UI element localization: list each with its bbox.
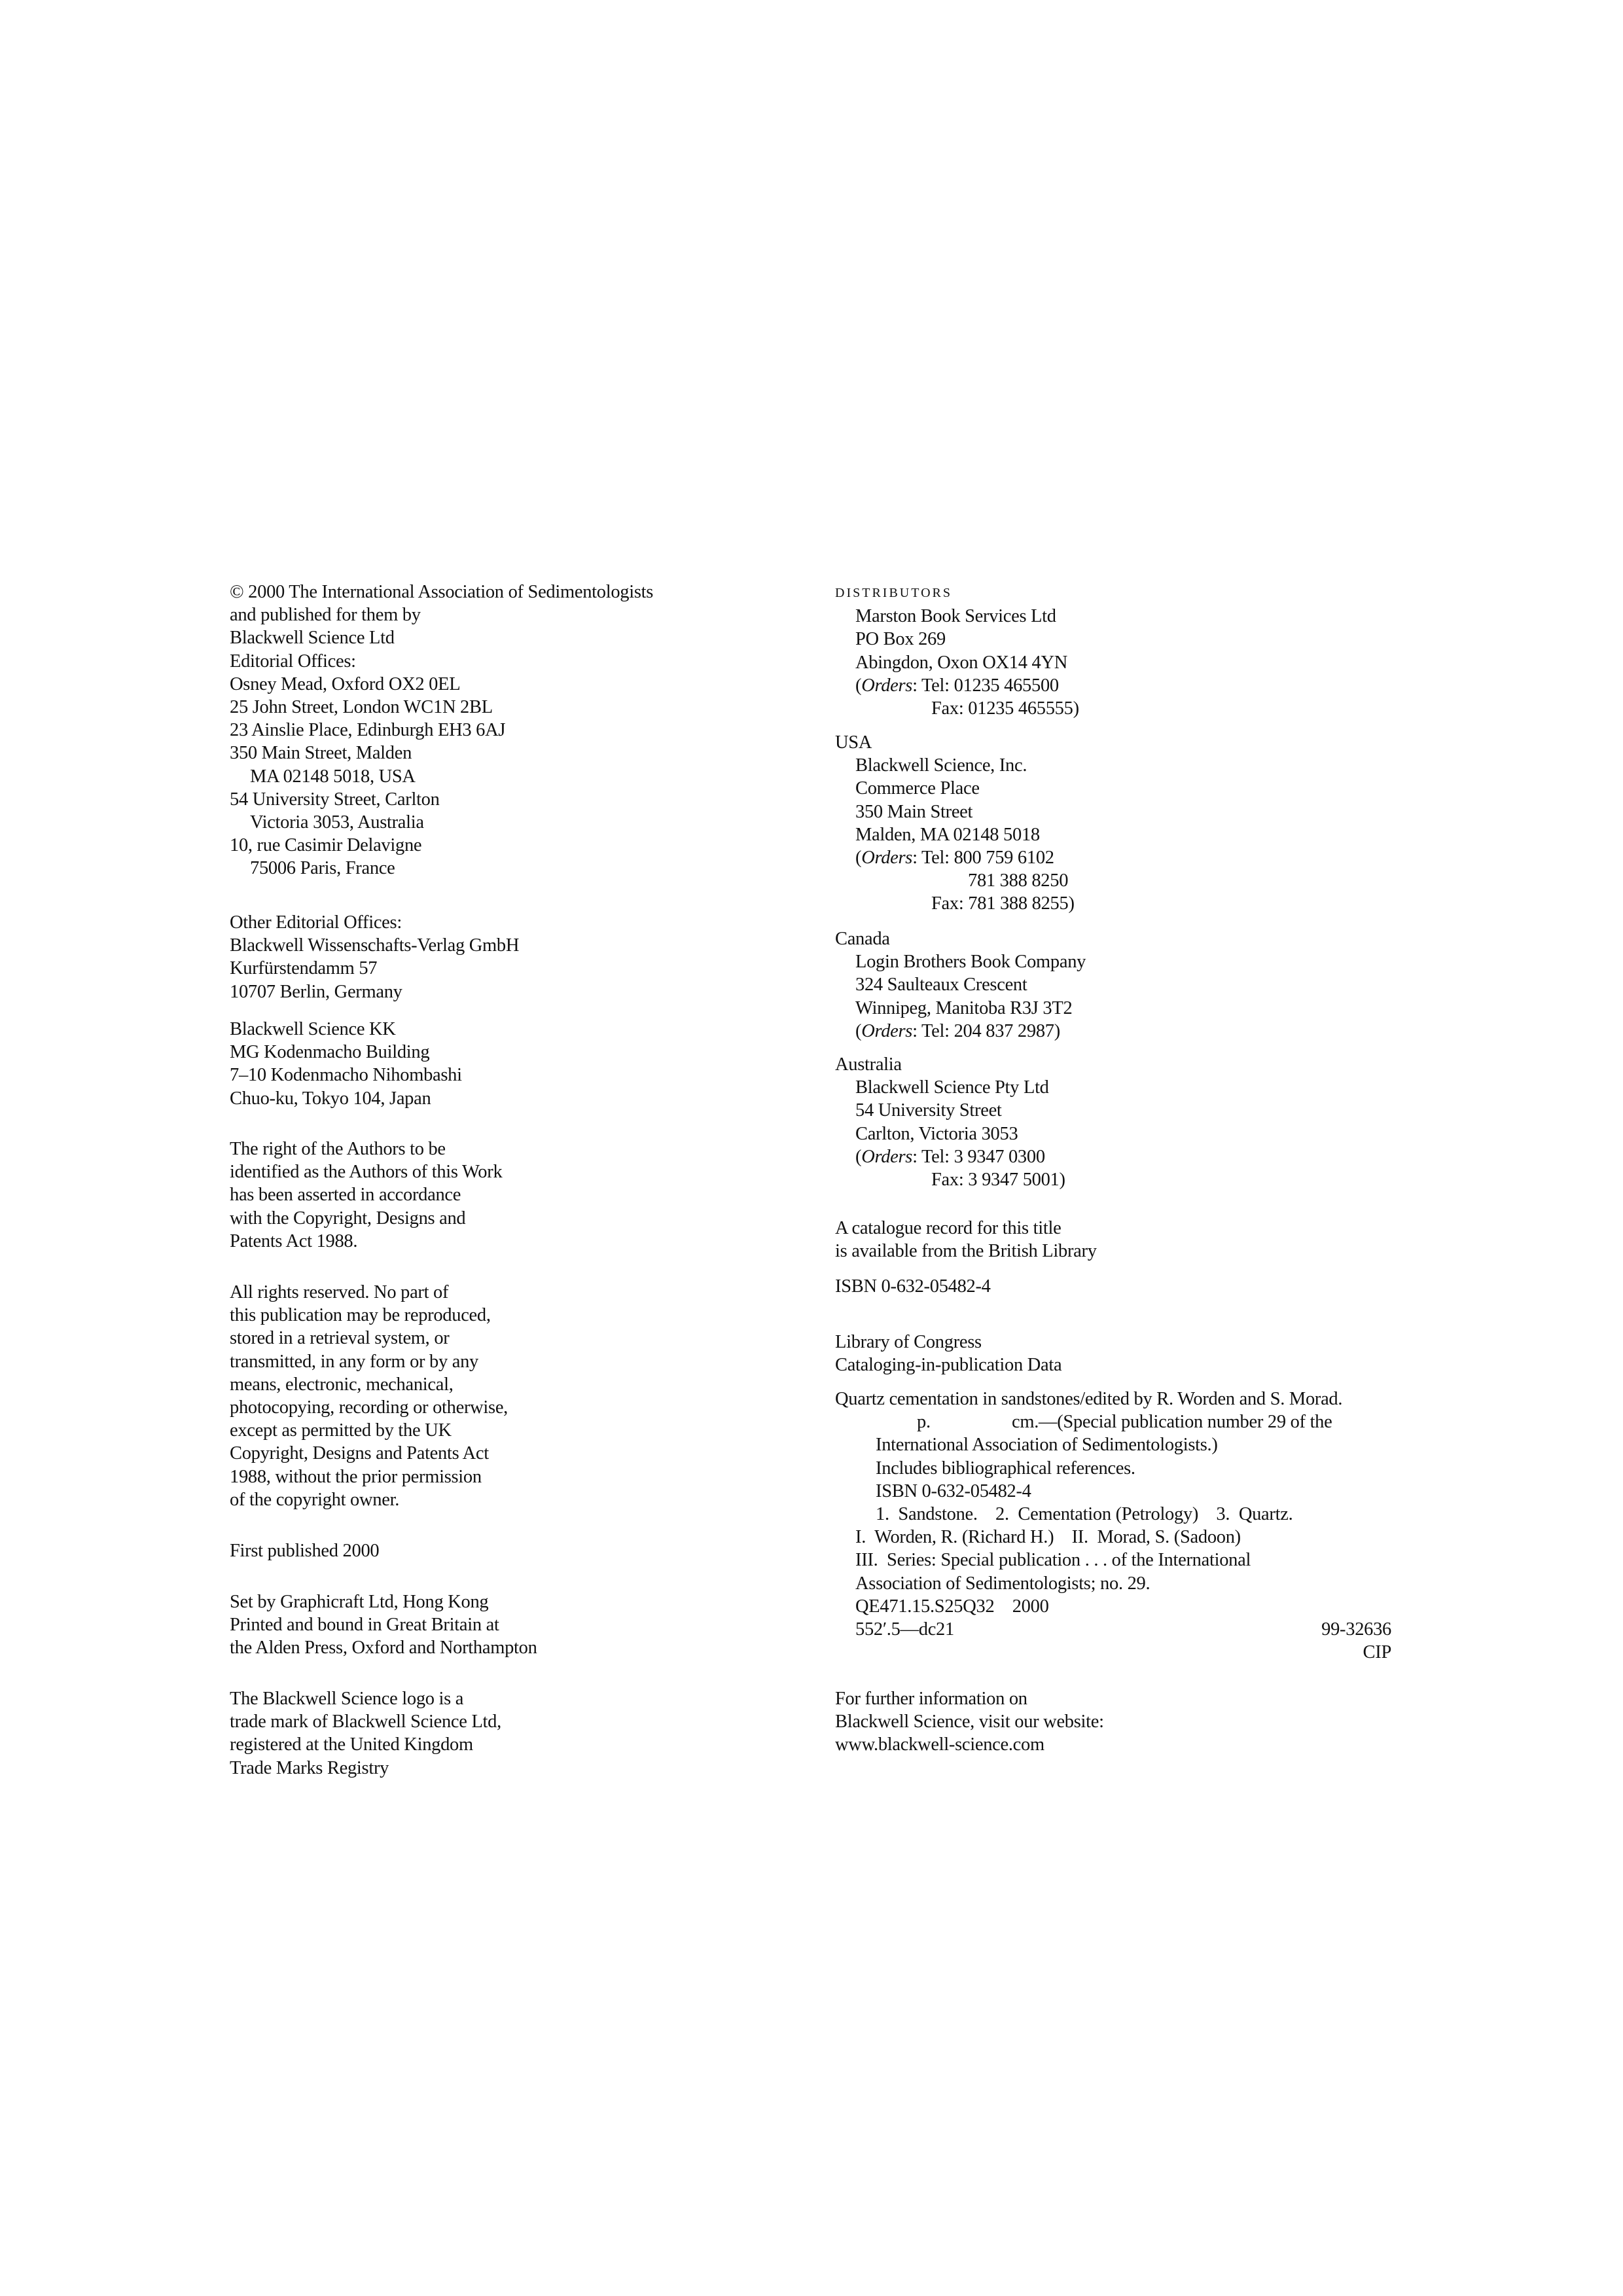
text-line: © 2000 The International Association of Sedimentologists [230,582,654,602]
text-line: Includes bibliographical references. [876,1458,1135,1479]
japan-office-block [230,1018,462,1110]
text-line: Chuo-ku, Tokyo 104, Japan [230,1088,431,1109]
text-line [835,1618,1391,1641]
website-block [835,1687,1104,1757]
text-line: Quartz cementation in sandstones/edited by R. Worden and S. Morad. [835,1389,1343,1409]
text-line: 350 Main Street, Malden [230,743,412,764]
text-line: Osney Mead, Oxford OX2 0EL [230,673,461,694]
text-line: of the copyright owner. [230,1489,400,1510]
text-line: PO Box 269 [855,629,946,650]
text-line: QE471.15.S25Q32 2000 [855,1596,1049,1617]
size-series: cm.—(Special publication number 29 of the [1012,1412,1332,1433]
orders-label: Orders [861,675,913,696]
text-line: Blackwell Science Ltd [230,628,395,649]
text-line: 7–10 Kodenmacho Nihombashi [230,1065,462,1086]
other-offices-block [230,911,519,1003]
printing-block [230,1590,537,1660]
text-line: this publication may be reproduced, [230,1305,491,1326]
text-line: Fax: 781 388 8255) [931,893,1075,914]
text-line: Commerce Place [855,778,980,799]
text-line: 25 John Street, London WC1N 2BL [230,696,493,717]
text-line: I. Worden, R. (Richard H.) II. Morad, S. (Sadoon) [855,1527,1241,1548]
orders-line: (Orders: Tel: 800 759 6102 [855,847,1054,868]
text-line: III. Series: Special publication . . . of the International [855,1550,1251,1571]
text-line: For further information on [835,1689,1027,1709]
text-line: 23 Ainslie Place, Edinburgh EH3 6AJ [230,720,506,741]
distributors-usa-block [835,731,1075,916]
loc-heading-block [835,1331,1061,1376]
lccn: 99-32636 [1321,1619,1391,1640]
text-line: stored in a retrieval system, or [230,1328,450,1349]
cip-data-block [835,1388,1391,1664]
text-line: Blackwell Wissenschafts-Verlag GmbH [230,935,520,956]
orders-label: Orders [861,1146,913,1167]
text: : Tel: 204 837 2987) [912,1020,1060,1041]
text-line: Blackwell Science Pty Ltd [855,1077,1049,1098]
text-line: 54 University Street, Carlton [230,789,440,810]
text-line: 75006 Paris, France [250,858,395,879]
text-line: 350 Main Street [855,801,973,822]
text: : Tel: 3 9347 0300 [912,1146,1045,1167]
text-line: Fax: 01235 465555) [931,698,1079,719]
text-line: the Alden Press, Oxford and Northampton [230,1638,537,1659]
text-line: is available from the British Library [835,1241,1097,1262]
text-line: Blackwell Science, visit our website: [835,1712,1104,1732]
text-line: First published 2000 [230,1541,380,1561]
text-line: Other Editorial Offices: [230,912,402,933]
text-line: 1. Sandstone. 2. Cementation (Petrology) 3. Quartz. [876,1503,1293,1524]
orders-label: Orders [861,847,913,868]
text-line: Copyright, Designs and Patents Act [230,1443,489,1464]
website-url: www.blackwell-science.com [835,1734,1044,1755]
text-line: Association of Sedimentologists; no. 29. [855,1573,1150,1594]
distributors-heading: DISTRIBUTORS [835,586,952,600]
text-line: and published for them by [230,605,421,626]
distributors-uk-block [835,582,1079,720]
cip-label: CIP [1363,1642,1391,1663]
text-line: MG Kodenmacho Building [230,1042,430,1063]
text-line: All rights reserved. No part of [230,1282,449,1302]
isbn [835,1275,991,1298]
text-line: 10707 Berlin, Germany [230,981,402,1002]
text-line: Library of Congress [835,1332,982,1352]
text-line: Patents Act 1988. [230,1230,358,1251]
publisher-block [230,581,653,880]
text-line: trade mark of Blackwell Science Ltd, [230,1712,501,1732]
text-line: Abingdon, Oxon OX14 4YN [855,652,1068,673]
text-line: Winnipeg, Manitoba R3J 3T2 [855,997,1073,1018]
text-line: Malden, MA 02148 5018 [855,824,1040,845]
text-line: Fax: 3 9347 5001) [931,1169,1065,1190]
text-line: registered at the United Kingdom [230,1734,473,1755]
text-line: has been asserted in accordance [230,1185,461,1206]
text-line: Blackwell Science KK [230,1019,396,1039]
country-heading: Australia [835,1054,902,1075]
text-line: ISBN 0-632-05482-4 [835,1276,991,1297]
text-line: Cataloging-in-publication Data [835,1355,1062,1376]
text-line: photocopying, recording or otherwise, [230,1397,508,1418]
pages-abbrev: p. [917,1412,931,1433]
text-line: 10, rue Casimir Delavigne [230,835,422,856]
text-line [835,1410,1391,1433]
text-line: with the Copyright, Designs and [230,1208,466,1229]
text-line: The right of the Authors to be [230,1139,446,1159]
text-line: International Association of Sedimentologists.) [876,1435,1218,1456]
text-line: A catalogue record for this title [835,1218,1061,1238]
orders-line: (Orders: Tel: 01235 465500 [855,675,1059,696]
text-line: 324 Saulteaux Crescent [855,975,1027,996]
text-line: Victoria 3053, Australia [250,812,424,833]
text-line: Trade Marks Registry [230,1757,389,1778]
text-line: Login Brothers Book Company [855,952,1086,973]
dewey-number: 552′.5—dc21 [855,1619,954,1640]
text-line: except as permitted by the UK [230,1420,452,1441]
text-line: ISBN 0-632-05482-4 [876,1480,1031,1501]
text-line: 1988, without the prior permission [230,1466,482,1487]
orders-line: (Orders: Tel: 204 837 2987) [855,1020,1060,1041]
text-line: Blackwell Science, Inc. [855,755,1027,776]
catalogue-record-block [835,1217,1097,1263]
distributors-australia-block [835,1053,1065,1191]
text-line: MA 02148 5018, USA [250,766,416,787]
text-line: The Blackwell Science logo is a [230,1689,464,1709]
text-line: transmitted, in any form or by any [230,1351,479,1372]
authors-rights-block [230,1138,502,1253]
text-line: 54 University Street [855,1100,1002,1121]
text-line: Marston Book Services Ltd [855,606,1056,627]
trademark-block [230,1687,501,1780]
first-published [230,1539,379,1562]
distributors-canada-block [835,927,1086,1043]
text-line: identified as the Authors of this Work [230,1162,503,1183]
orders-label: Orders [861,1020,913,1041]
country-heading: USA [835,732,872,753]
text-line: Set by Graphicraft Ltd, Hong Kong [230,1592,489,1612]
country-heading: Canada [835,929,890,949]
text-line: Kurfürstendamm 57 [230,958,378,979]
rights-reserved-block [230,1281,508,1511]
text-line: means, electronic, mechanical, [230,1374,454,1395]
text-line: Carlton, Victoria 3053 [855,1123,1018,1144]
text: : Tel: 01235 465500 [912,675,1059,696]
text-line: 781 388 8250 [968,870,1069,891]
text: : Tel: 800 759 6102 [912,847,1054,868]
orders-line: (Orders: Tel: 3 9347 0300 [855,1146,1045,1167]
text-line: Editorial Offices: [230,651,356,672]
text-line: Printed and bound in Great Britain at [230,1615,499,1636]
